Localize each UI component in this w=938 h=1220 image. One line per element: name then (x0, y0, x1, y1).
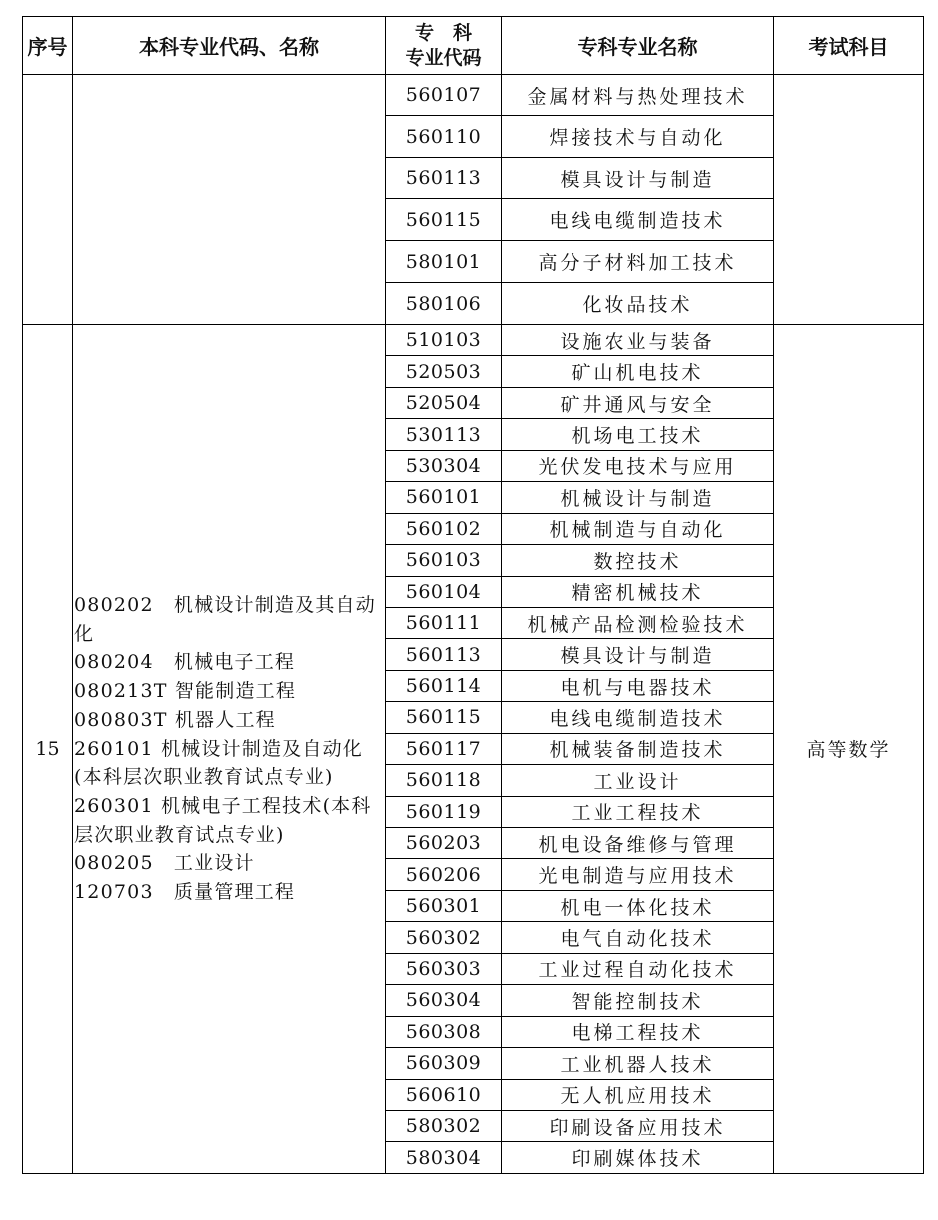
header-zk-name: 专科专业名称 (502, 17, 774, 75)
benke-major-entry: 120703 质量管理工程 (74, 881, 296, 904)
zk-code-cell: 560103 (386, 545, 502, 576)
zk-code-cell: 560104 (386, 576, 502, 607)
benke-majors-cell (73, 325, 386, 1174)
zk-name-cell: 模具设计与制造 (502, 639, 774, 670)
zk-name-cell: 机电一体化技术 (502, 890, 774, 921)
zk-code-cell: 560102 (386, 513, 502, 544)
zk-name-cell: 机械制造与自动化 (502, 513, 774, 544)
benke-majors-cell (73, 75, 386, 325)
zk-name-cell: 智能控制技术 (502, 985, 774, 1016)
zk-code-cell: 530113 (386, 419, 502, 450)
zk-code-cell: 520504 (386, 387, 502, 418)
benke-major-entry: 080202 机械设计制造及其自动化 (74, 594, 376, 645)
zk-code-cell: 560115 (386, 199, 502, 241)
zk-name-cell: 电梯工程技术 (502, 1016, 774, 1047)
header-zk-code-line1: 专 科 (414, 21, 472, 44)
zk-code-cell: 560206 (386, 859, 502, 890)
zk-name-cell: 电线电缆制造技术 (502, 702, 774, 733)
zk-name-cell: 印刷媒体技术 (502, 1142, 774, 1173)
benke-major-entry: 080204 机械电子工程 (74, 651, 296, 674)
zk-code-cell: 580106 (386, 283, 502, 325)
zk-code-cell: 560610 (386, 1079, 502, 1110)
header-zk-code (386, 17, 502, 75)
zk-code-cell: 580101 (386, 241, 502, 283)
zk-name-cell: 机械产品检测检验技术 (502, 607, 774, 638)
header-benke-major: 本科专业代码、名称 (73, 17, 386, 75)
benke-major-entry: 260301 机械电子工程技术(本科层次职业教育试点专业) (74, 794, 372, 846)
zk-code-cell: 560117 (386, 733, 502, 764)
zk-name-cell: 矿井通风与安全 (502, 387, 774, 418)
zk-name-cell: 机械设计与制造 (502, 482, 774, 513)
zk-name-cell: 光电制造与应用技术 (502, 859, 774, 890)
benke-major-entry: 080213T 智能制造工程 (74, 680, 297, 703)
zk-name-cell: 机电设备维修与管理 (502, 828, 774, 859)
zk-code-cell: 580304 (386, 1142, 502, 1173)
exam-subject-cell (774, 75, 924, 325)
zk-code-cell: 560107 (386, 75, 502, 116)
table-body (23, 75, 924, 1174)
zk-code-cell: 560101 (386, 482, 502, 513)
zk-name-cell: 焊接技术与自动化 (502, 116, 774, 158)
zk-code-cell: 560115 (386, 702, 502, 733)
header-subject: 考试科目 (774, 17, 924, 75)
zk-name-cell: 机械装备制造技术 (502, 733, 774, 764)
zk-name-cell: 电气自动化技术 (502, 922, 774, 953)
exam-subject-cell: 高等数学 (774, 325, 924, 1174)
zk-name-cell: 工业过程自动化技术 (502, 953, 774, 984)
zk-code-cell: 560203 (386, 828, 502, 859)
zk-code-cell: 560301 (386, 890, 502, 921)
major-mapping-table (22, 16, 924, 1174)
zk-name-cell: 化妆品技术 (502, 283, 774, 325)
header-seq: 序号 (23, 17, 73, 75)
zk-code-cell: 560113 (386, 158, 502, 199)
zk-code-cell: 560111 (386, 607, 502, 638)
document-page (22, 16, 924, 1174)
zk-name-cell: 数控技术 (502, 545, 774, 576)
zk-code-cell: 560303 (386, 953, 502, 984)
zk-name-cell: 无人机应用技术 (502, 1079, 774, 1110)
zk-name-cell: 电线电缆制造技术 (502, 199, 774, 241)
zk-code-cell: 560114 (386, 670, 502, 701)
zk-code-cell: 560118 (386, 765, 502, 796)
header-zk-code-line2: 专业代码 (405, 46, 482, 69)
table-row (23, 75, 924, 116)
table-row (23, 325, 924, 356)
seq-cell: 15 (23, 325, 73, 1174)
zk-name-cell: 工业工程技术 (502, 796, 774, 827)
zk-code-cell: 560119 (386, 796, 502, 827)
zk-code-cell: 580302 (386, 1110, 502, 1141)
zk-code-cell: 560113 (386, 639, 502, 670)
zk-code-cell: 560302 (386, 922, 502, 953)
benke-major-entry: 080803T 机器人工程 (74, 708, 276, 731)
zk-name-cell: 模具设计与制造 (502, 158, 774, 199)
zk-code-cell: 560309 (386, 1048, 502, 1079)
zk-name-cell: 金属材料与热处理技术 (502, 75, 774, 116)
zk-code-cell: 560304 (386, 985, 502, 1016)
table-header-row (23, 17, 924, 75)
benke-major-entry: 080205 工业设计 (74, 852, 255, 875)
zk-code-cell: 510103 (386, 325, 502, 356)
zk-name-cell: 工业设计 (502, 765, 774, 796)
zk-name-cell: 机场电工技术 (502, 419, 774, 450)
zk-code-cell: 560308 (386, 1016, 502, 1047)
zk-code-cell: 560110 (386, 116, 502, 158)
zk-name-cell: 精密机械技术 (502, 576, 774, 607)
zk-name-cell: 设施农业与装备 (502, 325, 774, 356)
zk-name-cell: 电机与电器技术 (502, 670, 774, 701)
zk-code-cell: 520503 (386, 356, 502, 387)
zk-name-cell: 高分子材料加工技术 (502, 241, 774, 283)
zk-name-cell: 工业机器人技术 (502, 1048, 774, 1079)
seq-cell (23, 75, 73, 325)
zk-code-cell: 530304 (386, 450, 502, 481)
zk-name-cell: 矿山机电技术 (502, 356, 774, 387)
zk-name-cell: 光伏发电技术与应用 (502, 450, 774, 481)
zk-name-cell: 印刷设备应用技术 (502, 1110, 774, 1141)
benke-major-entry: 260101 机械设计制造及自动化(本科层次职业教育试点专业) (74, 737, 363, 789)
